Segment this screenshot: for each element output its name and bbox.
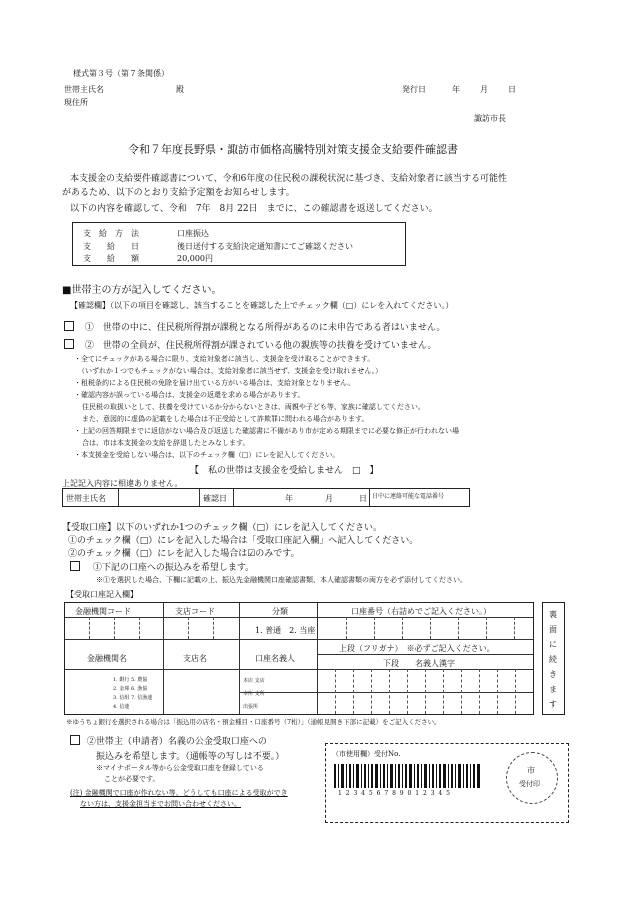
office-use-box [325, 743, 569, 823]
intro-line-3: 以下の内容を確認して、令和 7年 8月 22日 までに、この確認書を返送してください。 [70, 204, 438, 214]
continued-on-back [542, 602, 565, 715]
intro-line-1: 本支援金の支給要件確認書について、令和6年度の住民税の課税状況に基づき、支給対象者に該当する可能性 [70, 174, 508, 184]
branch-code-header: 支店コード [175, 607, 215, 616]
kanji-label: 下段 名義人漢字 [383, 659, 455, 668]
bank-code-header: 金融機関コード [75, 607, 131, 616]
confirm-month: 月 [325, 494, 333, 503]
option-1-note: ※①を選択した場合、下欄に記載の上、振込先金融機関口座確認書類、本人確認書類の両方を必ず添付してください。 [96, 576, 467, 584]
householder-row [62, 488, 470, 507]
note-5: 住民税の取扱いとして、扶養を受けているか分からないときは、両親や子ども等、家族に確認してください。 [82, 403, 425, 411]
mayor-name: 諏訪市長 [474, 114, 506, 123]
account-table-title: 【受取口座記入欄】 [66, 590, 138, 599]
honorific: 殿 [176, 85, 184, 94]
type-header: 分類 [272, 607, 288, 616]
branch-type-2: 本所 支所 [243, 691, 265, 697]
branch-name-header: 支店名 [183, 654, 207, 663]
bank-type-3: 3. 信組 7. 信漁連 [113, 695, 153, 701]
option-2-note-3: (注) 金融機関で口座が作れない等、どうしても口座による受取ができ [70, 789, 288, 797]
issue-day: 日 [508, 85, 516, 94]
side-char-5: き [549, 670, 557, 679]
confirm-day: 日 [359, 494, 367, 503]
issue-month: 月 [480, 85, 488, 94]
note-3: ・租税条約による住民税の免除を届け出ている方がいる場合は、支給対象となりません。 [74, 379, 355, 387]
payment-date-value: 後日送付する支給決定通知書にてご確認ください [177, 242, 353, 251]
page-title: 令和７年度長野県・諏訪市価格高騰特別対策支援金支給要件確認書 [128, 143, 458, 156]
reception-stamp [506, 752, 558, 804]
barcode [334, 764, 484, 788]
branch-type-3: 出張所 [243, 704, 259, 710]
bank-name-header: 金融機関名 [87, 654, 127, 663]
receipt-number-label: （市使用欄）受付No. [332, 750, 401, 758]
householder-name-label: 世帯主氏名 [66, 494, 106, 503]
confirm-date-label: 確認日 [203, 494, 227, 503]
option-1[interactable] [70, 560, 254, 573]
address-label: 現住所 [64, 98, 88, 107]
kana-label: 上段（フリガナ） ※必ずご記入ください。 [339, 644, 495, 653]
payment-date-label: 支 給 日 [83, 242, 139, 251]
option-2-note-2: ことが必要です。 [104, 775, 160, 783]
stamp-label: 受付印 [519, 780, 540, 788]
branch-type-1: 本店 支店 [243, 678, 265, 684]
check-item-2[interactable] [64, 338, 436, 351]
addressee-label: 世帯主氏名 [64, 85, 104, 94]
check-item-2-text: ② 世帯の全員が、住民税所得割が課されている他の親族等の扶養を受けていません。 [84, 341, 437, 351]
option-2-text: ②世帯主（申請者）名義の公金受取口座への [86, 737, 267, 747]
section2-line-2: ②のチェック欄（□）にレを記入した場合は☑のみです。 [68, 549, 300, 559]
note-7: ・上記の回答期限までに返信がない場合及び返送した確認書に不備があり市が定める期限までに必要な修正が行われない場 [74, 427, 459, 435]
form-number: 様式第３号（第７条関係） [73, 69, 169, 78]
section1-heading: ■世帯主の方が記入してください。 [62, 285, 222, 296]
side-char-4: 続 [549, 655, 557, 664]
option-2-note-1: ※マイナポータル等から公金受取口座を登録している [96, 764, 264, 772]
option-2[interactable] [70, 734, 267, 747]
note-6: また、意図的に虚偽の記載をした場合は不正受給として詐欺罪に問われる場合があります。 [82, 415, 369, 423]
phone-label: 日中に連絡可能な電話番号 [372, 493, 445, 500]
payment-amount-label: 支 給 額 [83, 254, 139, 263]
decline-checkbox[interactable]: 【 私の世帯は支援金を受給しません □ 】 [190, 466, 379, 476]
no-error-statement: 上記記入内容に相違ありません。 [62, 479, 183, 488]
stamp-city: 市 [527, 766, 535, 775]
payment-amount-value: 20,000円 [177, 254, 213, 263]
section2-heading: 【受取口座】以下のいずれか1つのチェック欄（□）にレを記入してください。 [62, 523, 382, 533]
checkbox-1[interactable] [64, 321, 74, 331]
note-1: ・全てにチェックがある場合に限り、支給対象者に該当し、支援金を受け取ることができます。 [74, 355, 375, 363]
note-9: ・本支援金を受給しない場合は、以下のチェック欄（□）にレを記入してください。 [74, 451, 340, 459]
account-holder-header: 口座名義人 [255, 654, 295, 663]
payment-method-value: 口座振込 [177, 229, 209, 238]
option-1-text: ①下記の口座への振込みを希望します。 [92, 563, 255, 573]
note-4: ・確認内容が誤っている場合は、支援金の返還を求める場合があります。 [74, 391, 305, 399]
checkbox-2[interactable] [64, 339, 74, 349]
side-char-7: す [549, 700, 557, 709]
bank-type-2: 2. 金庫 6. 漁協 [113, 686, 148, 692]
confirm-instructions: 【確認欄】（以下の項目を確認し、該当することを確認した上でチェック欄（□）にレを入れてください。） [70, 301, 454, 310]
confirm-year: 年 [285, 494, 293, 503]
option-2-text-2: 振込みを希望します。（通帳等の写しは不要。） [96, 752, 285, 762]
bank-type-options[interactable] [113, 676, 152, 712]
side-char-1: 裏 [549, 610, 557, 619]
payment-method-label: 支 給 方 法 [83, 229, 139, 238]
check-item-1-text: ① 世帯の中に、住民税所得割が課税となる所得があるのに未申告である者はいません。 [84, 323, 446, 333]
side-char-6: ま [549, 685, 557, 694]
intro-line-2: があるため、以下のとおり支給予定額をお知らせします。 [62, 188, 295, 198]
side-char-2: 面 [549, 625, 557, 634]
payment-info-box [72, 222, 406, 266]
issue-year: 年 [452, 85, 460, 94]
account-number-header: 口座番号（右詰めでご記入ください。） [351, 607, 491, 616]
option-1-checkbox[interactable] [70, 561, 80, 571]
section2-line-1: ①のチェック欄（□）にレを記入した場合は「受取口座記入欄」へ記入してください。 [68, 536, 419, 546]
issue-date-label: 発行日 [402, 85, 426, 94]
account-type-options[interactable]: 1. 普通 2. 当座 [255, 626, 316, 635]
check-item-1[interactable] [64, 320, 445, 333]
barcode-digits: 1 2 3 4 5 6 7 8 9 0 1 2 3 4 5 [338, 790, 451, 797]
side-char-3: に [549, 640, 557, 649]
bank-type-1: 1. 銀行 5. 農協 [113, 677, 148, 683]
branch-type-options[interactable] [243, 675, 265, 714]
option-2-note-4: ない方は、支援金担当までお問い合わせください。 [80, 800, 241, 808]
note-2: （いずれか１つでもチェックがない場合は、支給対象者に該当せず、支援金を受け取れません。） [78, 367, 383, 375]
account-table [64, 602, 534, 715]
yucho-note: ※ゆうちょ銀行を選択される場合は「振込用の店名・預金種目・口座番号（7桁）」（通帳見開き下部に記載）をご記入ください。 [66, 718, 441, 726]
bank-type-4: 4. 信連 [113, 704, 130, 710]
option-2-checkbox[interactable] [70, 735, 80, 745]
note-8: 合は、市は本支援金の支給を辞退したとみなします。 [82, 439, 250, 447]
